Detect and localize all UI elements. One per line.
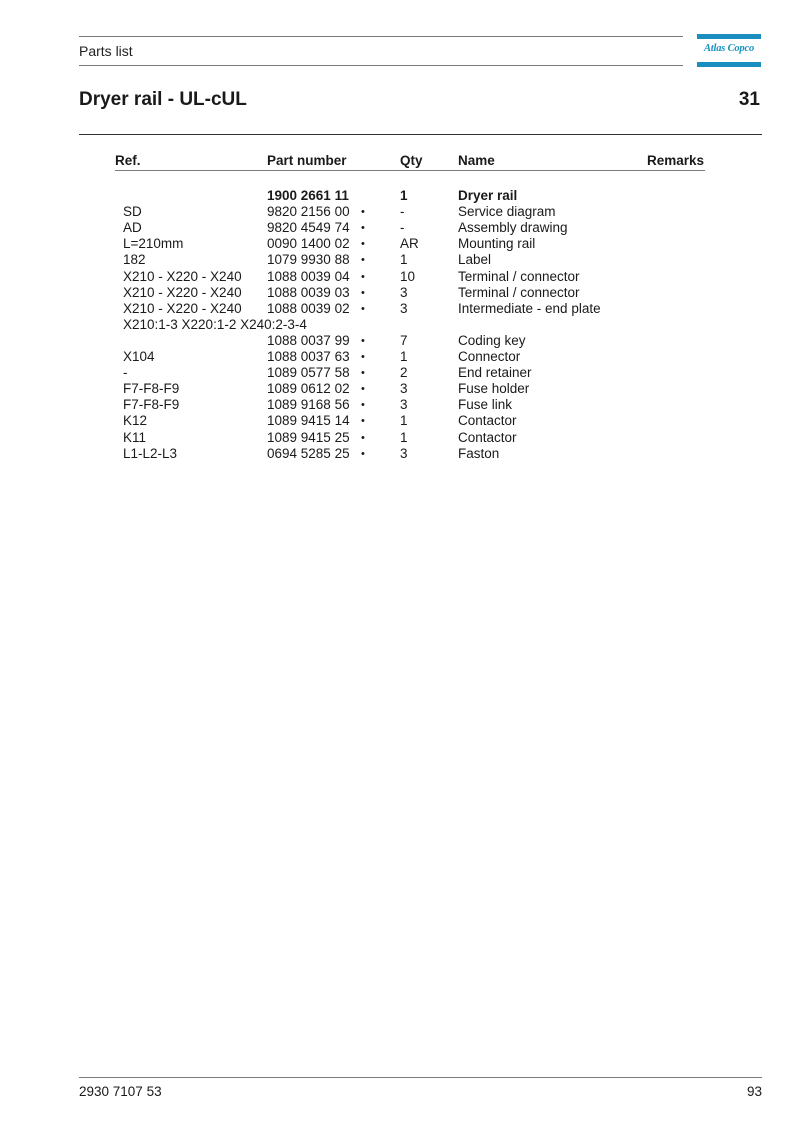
qty-cell: 1 — [400, 349, 408, 364]
page-number: 93 — [746, 1084, 762, 1099]
qty-cell: 1 — [400, 413, 408, 429]
part-number-cell: 1089 9415 25 — [267, 429, 350, 445]
name-cell: Intermediate - end plate — [458, 300, 601, 316]
bullet-icon: • — [361, 415, 365, 428]
column-header-qty: Qty — [400, 153, 423, 168]
name-cell: Coding key — [458, 332, 526, 348]
part-number-cell: 9820 2156 00 — [267, 204, 350, 220]
ref-cell: 182 — [123, 252, 146, 268]
bullet-icon: • — [361, 302, 365, 315]
bullet-icon: • — [361, 334, 365, 347]
name-cell: Faston — [458, 445, 500, 461]
part-number-cell: 1088 0037 99 — [267, 332, 350, 348]
part-number-cell: 1088 0039 04 — [267, 268, 350, 284]
table-row — [0, 349, 800, 365]
part-number-cell: 1088 0039 03 — [267, 284, 350, 300]
table-row — [0, 188, 800, 204]
qty-cell: 1 — [400, 252, 408, 268]
ref-cell: X210 - X220 - X240 — [123, 300, 242, 316]
name-cell: Contactor — [458, 429, 517, 445]
qty-cell: - — [400, 204, 405, 220]
header-bottom-rule — [79, 65, 683, 66]
ref-cell: F7-F8-F9 — [123, 397, 180, 413]
ref-cell: X210 - X220 - X240 — [123, 268, 242, 284]
part-number-cell: 1089 9415 14 — [267, 413, 350, 429]
bullet-icon: • — [361, 399, 365, 412]
bullet-icon: • — [361, 206, 365, 219]
column-header-remarks: Remarks — [646, 153, 704, 168]
table-row — [0, 220, 800, 236]
column-header-part-number: Part number — [267, 153, 347, 168]
qty-cell: - — [400, 220, 405, 236]
table-row — [0, 317, 800, 333]
table-row — [0, 413, 800, 429]
part-number-cell: 1089 0577 58 — [267, 365, 350, 381]
bullet-icon: • — [361, 222, 365, 235]
name-cell: Dryer rail — [458, 188, 518, 203]
header-label: Parts list — [79, 43, 133, 59]
part-number-cell: 1900 2661 11 — [267, 188, 349, 203]
table-header-rule — [115, 170, 705, 171]
table-row — [0, 446, 800, 462]
name-cell: Connector — [458, 349, 521, 364]
page-title: Dryer rail - UL-cUL — [79, 89, 247, 110]
name-cell: Assembly drawing — [458, 220, 568, 236]
part-number-cell: 1089 0612 02 — [267, 381, 350, 397]
bullet-icon: • — [361, 447, 365, 460]
part-number-cell: 1088 0039 02 — [267, 300, 350, 316]
logo-top-band — [697, 34, 761, 39]
bullet-icon: • — [361, 351, 365, 363]
table-row — [0, 365, 800, 381]
qty-cell: 1 — [400, 188, 408, 203]
bullet-icon: • — [361, 286, 365, 299]
table-row — [0, 301, 800, 317]
ref-cell: X210:1-3 X220:1-2 X240:2-3-4 — [123, 316, 307, 332]
qty-cell: 3 — [400, 397, 408, 413]
table-row — [0, 397, 800, 413]
name-cell: Service diagram — [458, 204, 556, 220]
bullet-icon: • — [361, 254, 365, 267]
ref-cell: X104 — [123, 349, 155, 364]
qty-cell: 3 — [400, 300, 408, 316]
part-number-cell: 1088 0037 63 — [267, 349, 350, 364]
section-number: 31 — [738, 89, 760, 110]
qty-cell: 1 — [400, 429, 408, 445]
qty-cell: 7 — [400, 332, 408, 348]
ref-cell: L=210mm — [123, 236, 184, 252]
table-row — [0, 269, 800, 285]
part-number-cell: 1089 9168 56 — [267, 397, 350, 413]
logo-bottom-band — [697, 62, 761, 67]
ref-cell: K11 — [123, 429, 147, 445]
document-number: 2930 7107 53 — [79, 1084, 162, 1099]
column-header-name: Name — [458, 153, 495, 168]
atlas-copco-logo — [697, 34, 761, 68]
part-number-cell: 0694 5285 25 — [267, 445, 350, 461]
ref-cell: F7-F8-F9 — [123, 381, 180, 397]
ref-cell: AD — [123, 220, 142, 236]
table-row — [0, 430, 800, 446]
part-number-cell: 9820 4549 74 — [267, 220, 350, 236]
name-cell: Terminal / connector — [458, 268, 580, 284]
title-rule — [79, 134, 762, 135]
table-row — [0, 204, 800, 220]
part-number-cell: 1079 9930 88 — [267, 252, 350, 268]
ref-cell: - — [123, 365, 128, 381]
name-cell: Fuse link — [458, 397, 513, 413]
bullet-icon: • — [361, 238, 365, 251]
name-cell: End retainer — [458, 365, 532, 381]
name-cell: Fuse holder — [458, 381, 530, 397]
qty-cell: 3 — [400, 381, 408, 397]
ref-cell: SD — [123, 204, 142, 220]
column-header-ref: Ref. — [115, 153, 141, 168]
header-top-rule — [79, 36, 683, 37]
qty-cell: 10 — [400, 268, 416, 284]
table-row — [0, 236, 800, 252]
name-cell: Label — [458, 252, 492, 268]
footer-rule — [79, 1077, 762, 1078]
name-cell: Contactor — [458, 413, 517, 429]
bullet-icon: • — [361, 431, 365, 444]
ref-cell: K12 — [123, 413, 148, 429]
table-row — [0, 381, 800, 397]
bullet-icon: • — [361, 270, 365, 283]
qty-cell: 3 — [400, 284, 408, 300]
name-cell: Mounting rail — [458, 236, 536, 252]
table-row — [0, 252, 800, 268]
ref-cell: X210 - X220 - X240 — [123, 284, 242, 300]
part-number-cell: 0090 1400 02 — [267, 236, 350, 252]
qty-cell: AR — [400, 236, 419, 252]
ref-cell: L1-L2-L3 — [123, 445, 178, 461]
logo-text: Atlas Copco — [703, 43, 754, 54]
qty-cell: 2 — [400, 365, 408, 381]
bullet-icon: • — [361, 383, 365, 396]
table-row — [0, 285, 800, 301]
qty-cell: 3 — [400, 445, 408, 461]
bullet-icon: • — [361, 367, 365, 380]
table-row — [0, 333, 800, 349]
name-cell: Terminal / connector — [458, 284, 580, 300]
